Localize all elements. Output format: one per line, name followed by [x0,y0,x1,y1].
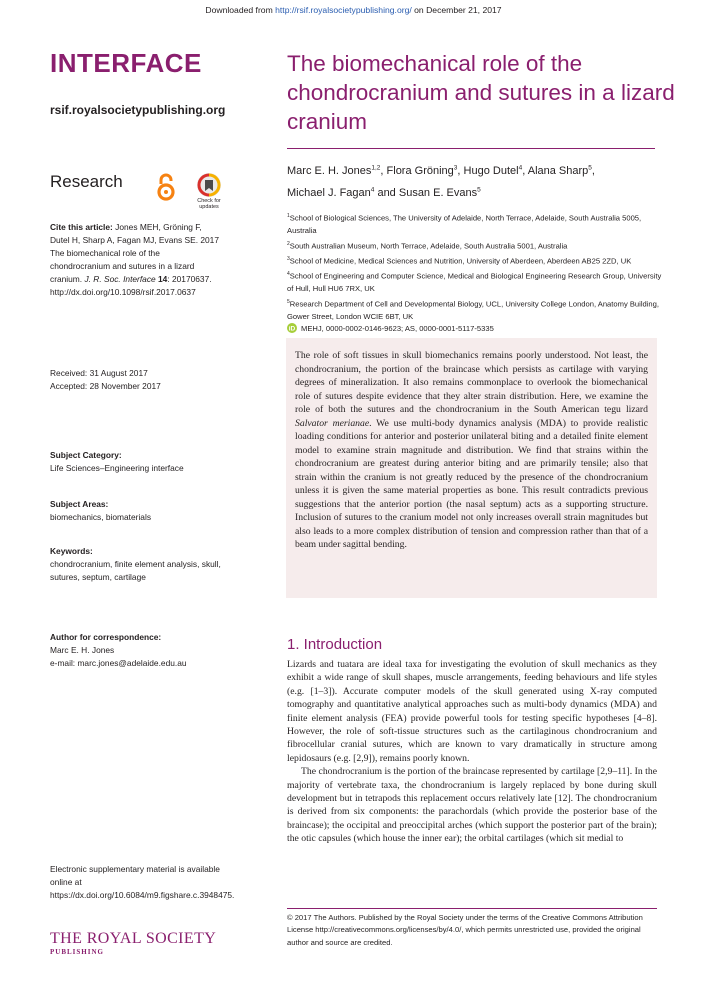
download-note-prefix: Downloaded from [205,5,276,15]
affiliation-list [287,210,667,323]
author: Michael J. Fagan$^4$ and [287,186,399,200]
abstract-box [286,338,657,598]
orcid-row [287,323,494,333]
article-section: Research [50,172,123,191]
correspondence-block [50,631,222,670]
accepted-date: Accepted: 28 November 2017 [50,381,161,391]
author: Marc E. H. Jones$^{1,2}$, [287,164,387,177]
check-label-2: updates [199,204,219,210]
check-for-updates-badge[interactable] [192,172,226,210]
correspondence-label: Author for correspondence: [50,632,162,642]
license-note: © 2017 The Authors. Published by the Royal Society under the terms of the Creative Commons Attribution License http://creativecommons.org/licenses/by/4.0/, which permits unrestricted use, provided the original author and source are credited. [287,908,657,949]
author: Hugo Dutel$^4$, [463,164,528,177]
check-for-updates-icon [196,172,222,198]
subject-category-block [50,449,222,475]
publisher-subtitle: PUBLISHING [50,948,104,956]
keywords-label: Keywords: [50,546,93,556]
cite-label: Cite this article: [50,222,113,232]
abstract-part-1: The role of soft tissues in skull biomechanics remains poorly understood. Not least, the chondrocranium, the portion of the braincase which persists as cartilage with varying degrees of mineralization. It also remains commonplace to overlook the biomechanical role of sutures despite evidence that they alter strain distribution. Here, we examine the role of both the sutures and the chondrocranium in the South American tegu lizard [295,350,648,415]
affiliation: $^3$School of Medicine, Medical Sciences and Nutrition, University of Aberdeen, Aberdeen AB25 2ZD, UK [287,255,632,266]
dates-block [50,367,222,393]
orcid-icon[interactable] [287,323,297,333]
received-date: Received: 31 August 2017 [50,368,148,378]
citation-block [50,221,222,299]
subject-areas: biomechanics, biomaterials [50,512,152,522]
section-heading-introduction: 1. Introduction [287,636,383,653]
download-note [0,5,707,15]
keywords-block [50,545,222,584]
download-note-link[interactable]: http://rsif.royalsocietypublishing.org/ [275,5,412,15]
correspondence-email[interactable]: e-mail: marc.jones@adelaide.edu.au [50,658,187,668]
download-note-suffix: on December 21, 2017 [411,5,502,15]
author: Alana Sharp$^5$, [527,164,595,177]
keywords: chondrocranium, finite element analysis, skull, sutures, septum, cartilage [50,559,221,582]
author-list [287,158,667,203]
cite-doi[interactable]: http://dx.doi.org/10.1098/rsif.2017.0637 [50,287,196,297]
paragraph: Lizards and tuatara are ideal taxa for investigating the evolution of skull mechanics as they exhibit a wide range of skull shapes, muscle arrangements, feeding behaviours and life styles (e.g. [1–3]). Accurate computer models of the skull generated using X-ray computed tomography and quantitative analytical approaches such as multi-body dynamics (MDA) and finite element analysis (FEA) provide powerful tools for testing specific hypotheses [4–8]. However, the role of soft-tissue structures such as the cartilaginous chondrocranium and fibrocellular cranial sutures, which are known to vary dramatically in structure among lepidosaurs (e.g. [2,9]), remains poorly known. [287,659,657,764]
cite-rest: : 20170637. [167,274,212,284]
journal-logo: INTERFACE [50,48,202,78]
cite-authors: Jones MEH, Gröning F, Dutel H, Sharp A, Fagan MJ, Evans SE. 2017 The biomechanical role of the chondrocranium and sutures in a lizard cranium. [50,222,219,284]
svg-text:iD: iD [288,325,296,333]
title-divider [287,148,655,149]
cite-journal: J. R. Soc. Interface [84,274,156,284]
abstract-part-2: . We use multi-body dynamics analysis (MDA) to provide realistic loading conditions for anterior and posterior unilateral biting and a detailed finite element model to examine strain magnitude and distribution. We find that strains within the chondrocranium are greatest during anterior biting and are primarily tensile; also that strain within the cranium is not greatly reduced by the presence of the chondrocranium unless it is given the same material properties as bone. This result contradicts previous suggestions that the anterior portion (the nasal septum) acts as a supporting structure. Inclusion of sutures to the cranium model not only increases overall strain magnitudes but also leads to a more complex distribution of tension and compression rather than that of a beam under sagittal bending. [295,417,648,550]
subject-category: Life Sciences–Engineering interface [50,463,184,473]
publisher-logo: THE ROYAL SOCIETY [50,930,217,947]
cite-volume: 14 [155,274,168,284]
article-title: The biomechanical role of the chondrocranium and sutures in a lizard cranium [287,51,675,134]
subject-category-label: Subject Category: [50,450,122,460]
paragraph: The chondrocranium is the portion of the braincase represented by cartilage [2,9–11]. In the majority of vertebrate taxa, the chondrocranium is largely replaced by bone during skull development but in tetrapods this replacement occurs relatively late [12]. The chondrocranium is derived from six components: the parachordals (which provide the posterior base of the braincase); the occipital and preoccipital arches (which support the posterior part of the brain); the otic capsules (which house the inner ear); the orbital cartilages (which sit medial to [287,766,657,845]
author: Flora Gröning$^3$, [386,164,464,177]
open-access-icon [157,172,175,202]
orcid-text: MEHJ, 0000-0002-0146-9623; AS, 0000-0001-5117-5335 [301,323,494,333]
esm-note: Electronic supplementary material is available online at https://dx.doi.org/10.6084/m9.figshare.c.3948475. [50,864,235,900]
abstract-species: Salvator merianae [295,417,370,429]
affiliation: $^2$South Australian Museum, North Terrace, Adelaide, South Australia 5001, Australia [287,240,568,251]
journal-site[interactable]: rsif.royalsocietypublishing.org [50,103,226,117]
correspondence-name: Marc E. H. Jones [50,645,115,655]
subject-areas-label: Subject Areas: [50,499,109,509]
subject-areas-block [50,498,222,524]
affiliation: $^1$School of Biological Sciences, The University of Adelaide, North Terrace, Adelaide, South Australia 5005, Australia [287,213,642,236]
check-label-1: Check for [197,198,221,204]
introduction-text [287,658,657,846]
affiliation: $^4$School of Engineering and Computer Science, Medical and Biological Engineering Research Group, University of Hull, Hull HU6 7RX, UK [287,270,662,294]
affiliation: $^5$Research Department of Cell and Developmental Biology, UCL, University College London, Anatomy Building, Gower Street, London WCIE 6BT, UK [287,298,659,321]
author: Susan E. Evans$^5$ [398,186,481,200]
